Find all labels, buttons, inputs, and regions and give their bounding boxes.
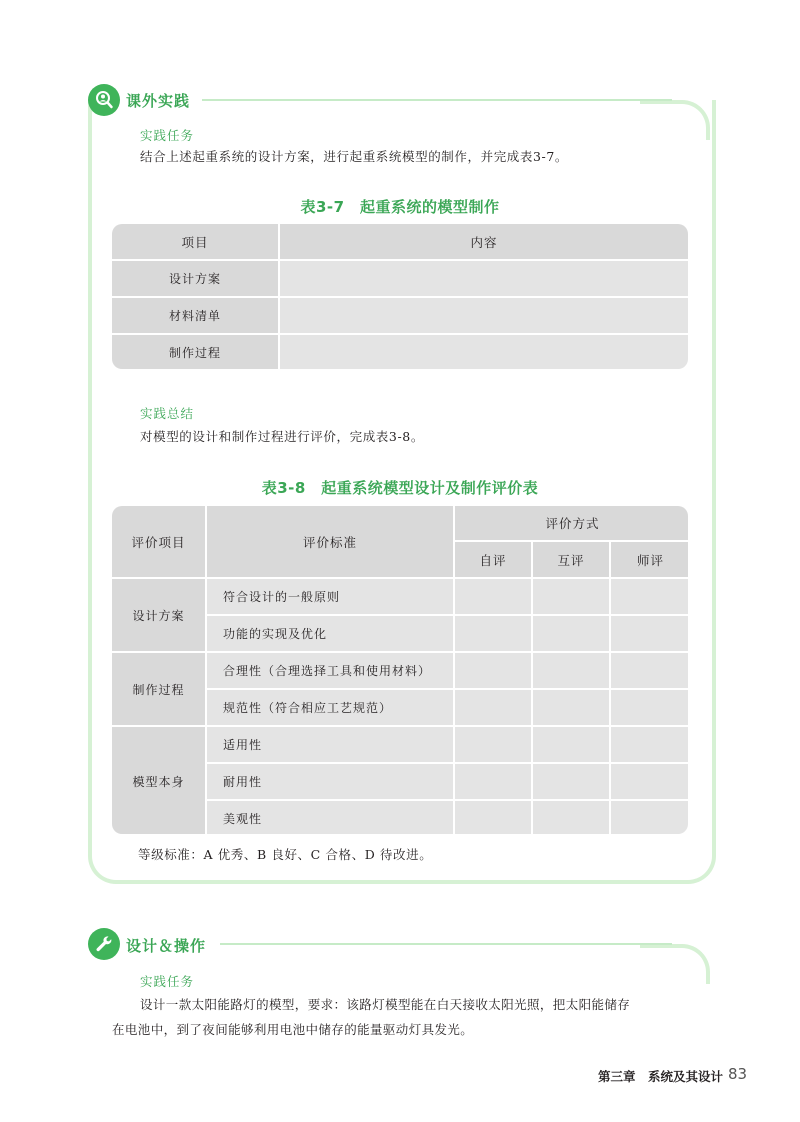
table37-row-label: 材料清单 bbox=[112, 298, 278, 333]
table38-score-self[interactable] bbox=[455, 579, 531, 614]
table38-criterion: 合理性（合理选择工具和使用材料） bbox=[207, 653, 453, 688]
table37-row-label: 制作过程 bbox=[112, 335, 278, 369]
table37-row-label: 设计方案 bbox=[112, 261, 278, 296]
table38-score-self[interactable] bbox=[455, 616, 531, 651]
table38-header-peer: 互评 bbox=[533, 542, 609, 577]
section-divider bbox=[220, 943, 672, 945]
table38-criterion: 功能的实现及优化 bbox=[207, 616, 453, 651]
table38 bbox=[112, 506, 688, 834]
table38-score-peer[interactable] bbox=[533, 616, 609, 651]
table38-score-peer[interactable] bbox=[533, 764, 609, 799]
table38-header-method: 评价方式 bbox=[455, 506, 688, 540]
table38-score-self[interactable] bbox=[455, 764, 531, 799]
table37-row-content[interactable] bbox=[280, 261, 688, 296]
table38-score-teacher[interactable] bbox=[611, 653, 688, 688]
table37-header-item: 项目 bbox=[112, 224, 278, 259]
table38-score-teacher[interactable] bbox=[611, 727, 688, 762]
practice-task-label: 实践任务 bbox=[140, 128, 195, 143]
table38-score-peer[interactable] bbox=[533, 653, 609, 688]
design-task-label: 实践任务 bbox=[140, 974, 195, 989]
practice-task-text: 结合上述起重系统的设计方案，进行起重系统模型的制作，并完成表3-7。 bbox=[140, 149, 569, 164]
practice-frame-top-right bbox=[640, 100, 710, 140]
summary-label: 实践总结 bbox=[140, 406, 195, 421]
table38-score-teacher[interactable] bbox=[611, 764, 688, 799]
table38-caption: 表3-8 起重系统模型设计及制作评价表 bbox=[261, 479, 539, 497]
table38-header-item: 评价项目 bbox=[112, 506, 205, 577]
table38-score-peer[interactable] bbox=[533, 579, 609, 614]
table37-header-content: 内容 bbox=[280, 224, 688, 259]
grading-standard: 等级标准：A 优秀、B 良好、C 合格、D 待改进。 bbox=[138, 847, 433, 862]
table37-caption: 表3-7 起重系统的模型制作 bbox=[300, 198, 500, 216]
section-divider bbox=[202, 99, 672, 101]
section-title-practice: 课外实践 bbox=[126, 92, 191, 110]
table38-score-peer[interactable] bbox=[533, 690, 609, 725]
table38-criterion: 规范性（符合相应工艺规范） bbox=[207, 690, 453, 725]
table38-criterion: 耐用性 bbox=[207, 764, 453, 799]
wrench-icon bbox=[88, 928, 120, 960]
table38-score-peer[interactable] bbox=[533, 801, 609, 834]
chapter-footer: 第三章 系统及其设计 bbox=[598, 1069, 724, 1084]
table38-score-teacher[interactable] bbox=[611, 801, 688, 834]
table38-score-peer[interactable] bbox=[533, 727, 609, 762]
table38-header-self: 自评 bbox=[455, 542, 531, 577]
table38-score-teacher[interactable] bbox=[611, 579, 688, 614]
design-frame-top-right bbox=[640, 944, 710, 984]
table38-header-criteria: 评价标准 bbox=[207, 506, 453, 577]
table37-row-content[interactable] bbox=[280, 335, 688, 369]
table38-group-label: 模型本身 bbox=[112, 727, 205, 834]
page-number: 83 bbox=[728, 1065, 748, 1083]
table38-group-label: 制作过程 bbox=[112, 653, 205, 725]
table37-row-content[interactable] bbox=[280, 298, 688, 333]
search-person-icon bbox=[88, 84, 120, 116]
table38-score-self[interactable] bbox=[455, 690, 531, 725]
design-task-line2: 在电池中，到了夜间能够利用电池中储存的能量驱动灯具发光。 bbox=[112, 1022, 474, 1037]
design-task-line1: 设计一款太阳能路灯的模型，要求：该路灯模型能在白天接收太阳光照，把太阳能储存 bbox=[140, 997, 631, 1012]
table38-criterion: 符合设计的一般原则 bbox=[207, 579, 453, 614]
table38-criterion: 美观性 bbox=[207, 801, 453, 834]
table38-score-self[interactable] bbox=[455, 727, 531, 762]
table38-score-teacher[interactable] bbox=[611, 616, 688, 651]
table38-criterion: 适用性 bbox=[207, 727, 453, 762]
table38-header-teacher: 师评 bbox=[611, 542, 688, 577]
table37 bbox=[112, 224, 688, 369]
table38-score-self[interactable] bbox=[455, 653, 531, 688]
table38-score-self[interactable] bbox=[455, 801, 531, 834]
table38-group-label: 设计方案 bbox=[112, 579, 205, 651]
summary-text: 对模型的设计和制作过程进行评价，完成表3-8。 bbox=[140, 429, 424, 444]
table38-score-teacher[interactable] bbox=[611, 690, 688, 725]
section-title-design: 设计＆操作 bbox=[126, 937, 207, 955]
